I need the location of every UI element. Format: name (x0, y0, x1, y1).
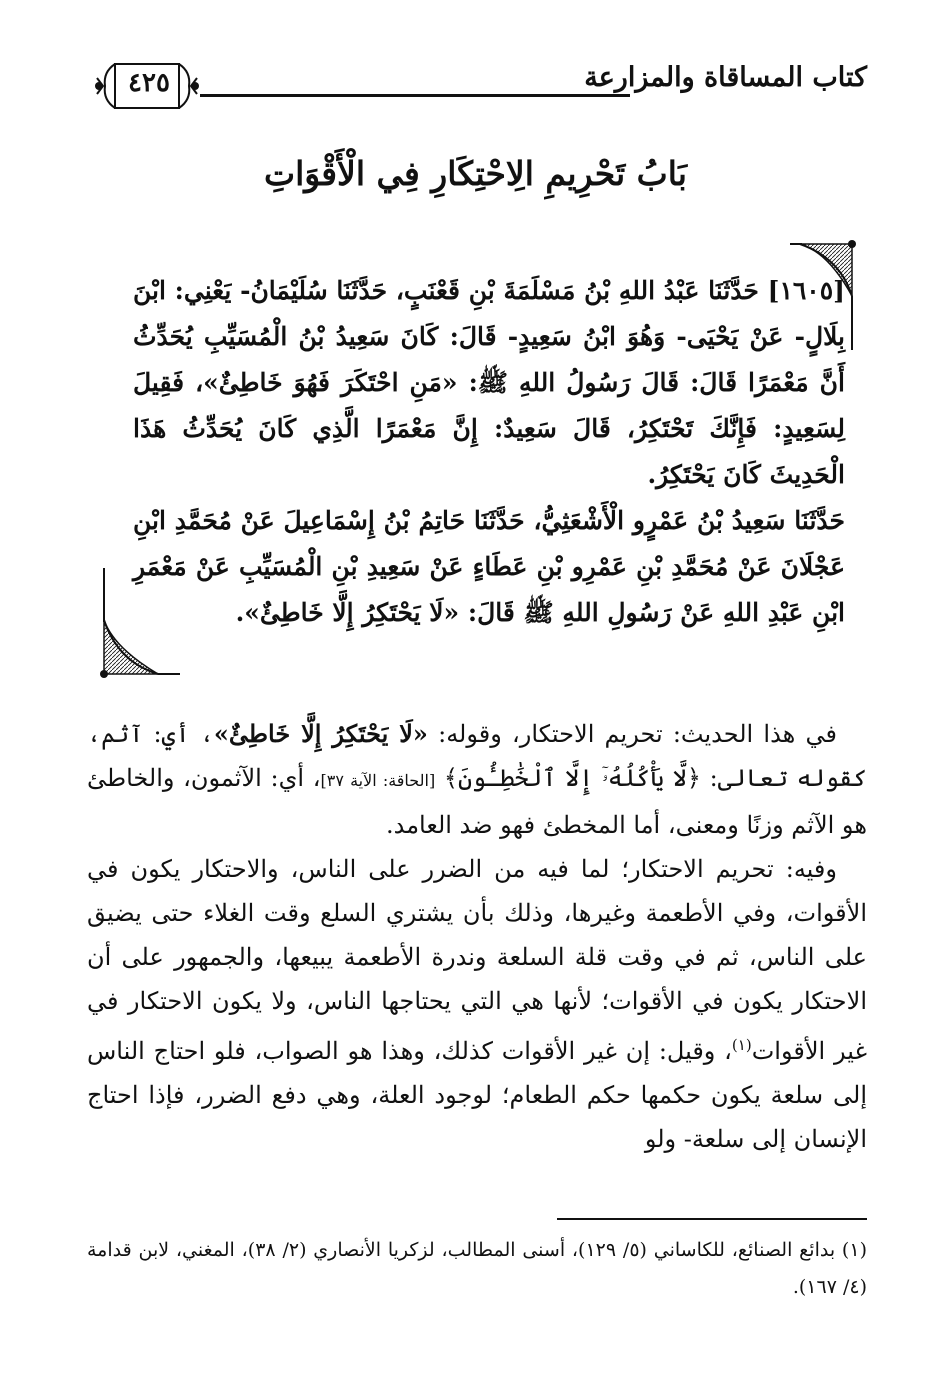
footnote-text: (١) بدائع الصنائع، للكاساني (٥/ ١٢٩)، أسنى المطالب، لزكريا الأنصاري (٢/ ٣٨)، المغني، لابن قدامة (٤/ ١٦٧). (87, 1239, 867, 1298)
verse-reference: [الحاقة: الآية ٣٧] (320, 771, 436, 790)
footnote-rule (557, 1218, 867, 1220)
chapter-title: بَابُ تَحْرِيمِ الِاحْتِكَارِ فِي الْأَقْوَاتِ (264, 154, 687, 193)
header-rule (200, 94, 630, 97)
footnote-reference[interactable]: (١) (731, 1036, 752, 1054)
footnote (87, 1232, 867, 1306)
commentary-p2-rest: ، وقيل: إن غير الأقوات كذلك، وهذا هو الصواب، فلو احتاج الناس إلى سلعة يكون حكمها حكم الطعام؛ لوجود العلة، وهي دفع الضرر، فإذا احتاج الإنسان إلى سلعة- ولو (87, 1037, 867, 1153)
running-head-title: كتاب المساقاة والمزارعة (584, 62, 867, 93)
commentary-mid: ، أي: آثم، كقوله تعالى: (87, 720, 868, 792)
hadith-block (133, 268, 845, 636)
page-number-ornament (93, 58, 201, 114)
hadith-paragraph-1: [١٦٠٥] حَدَّثَنَا عَبْدُ اللهِ بْنُ مَسْلَمَةَ بْنِ قَعْنَبٍ، حَدَّثَنَا سُلَيْمَانُ- يَعْنِي: ابْنَ بِلَالٍ- عَنْ يَحْيَى- وَهُوَ ابْنُ سَعِيدٍ- قَالَ: كَانَ سَعِيدُ بْنُ الْمُسَيِّبِ يُحَدِّثُ أَنَّ مَعْمَرًا قَالَ: قَالَ رَسُولُ اللهِ ﷺ: «مَنِ احْتَكَرَ فَهُوَ خَاطِئٌ»، فَقِيلَ لِسَعِيدٍ: فَإِنَّكَ تَحْتَكِرُ، قَالَ سَعِيدٌ: إِنَّ مَعْمَرًا الَّذِي كَانَ يُحَدِّثُ هَذَا الْحَدِيثَ كَانَ يَحْتَكِرُ. (133, 276, 845, 489)
hadith-paragraph-2: حَدَّثَنَا سَعِيدُ بْنُ عَمْرٍو الْأَشْعَثِيُّ، حَدَّثَنَا حَاتِمُ بْنُ إِسْمَاعِيلَ عَنْ مُحَمَّدِ ابْنِ عَجْلَانَ عَنْ مُحَمَّدِ بْنِ عَمْرِو بْنِ عَطَاءٍ عَنْ سَعِيدِ بْنِ الْمُسَيِّبِ عَنْ مَعْمَرِ ابْنِ عَبْدِ اللهِ عَنْ رَسُولِ اللهِ ﷺ قَالَ: «لَا يَحْتَكِرُ إِلَّا خَاطِئٌ». (133, 506, 845, 627)
page-number: ٤٢٥ (128, 68, 170, 98)
commentary-end: ، أي: الآثمون، والخاطئ هو الآثم وزنًا ومعنى، أما المخطئ فهو ضد العامد. (87, 764, 867, 839)
commentary-intro: في هذا الحديث: تحريم الاحتكار، وقوله: (427, 720, 838, 748)
commentary-paragraph-2 (87, 847, 867, 1161)
commentary-p2-text: وفيه: تحريم الاحتكار؛ لما فيه من الضرر على الناس، والاحتكار يكون في الأقوات، وفي الأطعمة وغيرها، وذلك بأن يشتري السلع وقت الغلاء حتى يضيق على الناس، ثم في وقت قلة السلعة وندرة الأطعمة يبيعها، والجمهور على أن الاحتكار يكون في الأقوات؛ لأنها هي التي يحتاجها الناس، ولا يكون الاحتكار في غير الأقوات (87, 855, 867, 1065)
hadith-quote: «لَا يَحْتَكِرُ إِلَّا خَاطِئٌ» (213, 719, 428, 748)
commentary-paragraph-1 (87, 712, 867, 847)
quran-verse: ﴿لَّا يَأْكُلُهُۥٓ إِلَّا ٱلْخَٰطِـُٔونَ﴾ (443, 764, 701, 792)
commentary (87, 712, 867, 1161)
